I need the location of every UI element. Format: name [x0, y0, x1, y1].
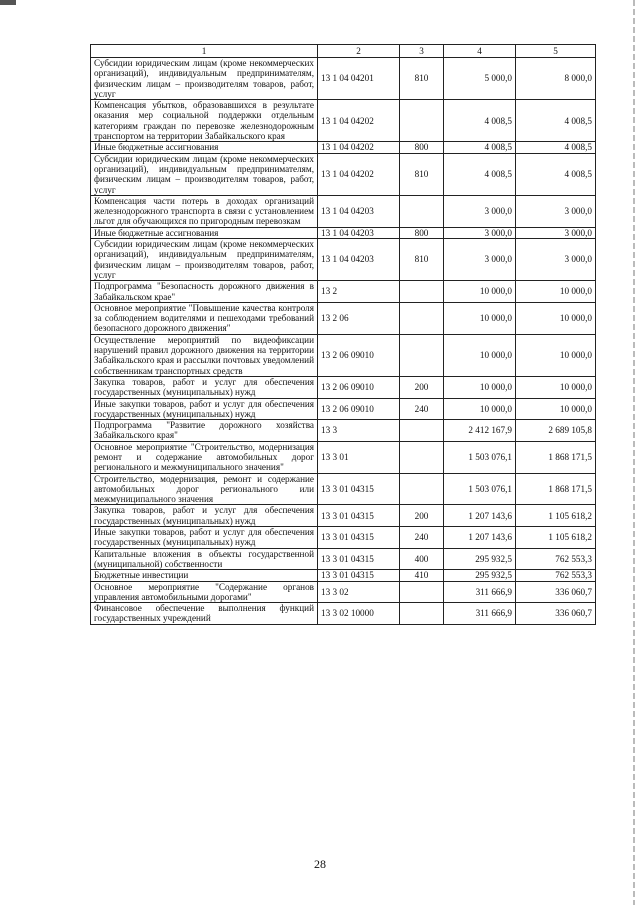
table-row	[91, 195, 596, 227]
row-expense-type	[400, 334, 444, 376]
row-code: 13 2	[318, 281, 400, 303]
row-expense-type: 240	[400, 398, 444, 420]
row-value-year2: 1 105 618,2	[516, 505, 596, 527]
row-value-year2: 3 000,0	[516, 239, 596, 281]
row-name: Иные бюджетные ассигнования	[91, 227, 318, 238]
row-expense-type	[400, 100, 444, 142]
row-name: Подпрограмма "Развитие дорожного хозяйства Забайкальского края"	[91, 420, 318, 442]
row-code: 13 1 04 04201	[318, 58, 400, 100]
row-value-year2: 1 868 171,5	[516, 473, 596, 505]
table-row	[91, 376, 596, 398]
budget-table	[90, 44, 596, 625]
row-value-year2: 336 060,7	[516, 581, 596, 603]
row-expense-type	[400, 195, 444, 227]
table-row	[91, 153, 596, 195]
row-value-year1: 4 008,5	[444, 153, 516, 195]
row-value-year2: 2 689 105,8	[516, 420, 596, 442]
row-expense-type: 410	[400, 570, 444, 581]
row-expense-type	[400, 302, 444, 334]
header-col-1: 1	[91, 45, 318, 58]
row-name: Основное мероприятие "Повышение качества контроля за соблюдением водителями и пешеходами требований безопасного дорожного движения"	[91, 302, 318, 334]
row-value-year2: 3 000,0	[516, 195, 596, 227]
row-value-year2: 762 553,3	[516, 570, 596, 581]
row-value-year2: 1 868 171,5	[516, 441, 596, 473]
row-expense-type	[400, 281, 444, 303]
header-col-4: 4	[444, 45, 516, 58]
row-value-year2: 762 553,3	[516, 548, 596, 570]
header-col-3: 3	[400, 45, 444, 58]
row-value-year2: 10 000,0	[516, 302, 596, 334]
row-code: 13 3 02	[318, 581, 400, 603]
table-row	[91, 100, 596, 142]
row-code: 13 3 01 04315	[318, 570, 400, 581]
row-expense-type: 810	[400, 58, 444, 100]
table-row	[91, 398, 596, 420]
row-value-year2: 10 000,0	[516, 376, 596, 398]
row-expense-type	[400, 603, 444, 625]
row-expense-type: 240	[400, 527, 444, 549]
row-code: 13 1 04 04203	[318, 239, 400, 281]
table-row	[91, 142, 596, 153]
row-expense-type: 200	[400, 505, 444, 527]
row-value-year2: 1 105 618,2	[516, 527, 596, 549]
row-name: Подпрограмма "Безопасность дорожного движения в Забайкальском крае"	[91, 281, 318, 303]
row-name: Капитальные вложения в объекты государственной (муниципальной) собственности	[91, 548, 318, 570]
row-value-year1: 2 412 167,9	[444, 420, 516, 442]
table-row	[91, 302, 596, 334]
row-name: Основное мероприятие "Строительство, модернизация ремонт и содержание автомобильных дорог регионального и межмуниципального значения"	[91, 441, 318, 473]
row-value-year2: 10 000,0	[516, 398, 596, 420]
row-name: Закупка товаров, работ и услуг для обеспечения государственных (муниципальных) нужд	[91, 505, 318, 527]
row-code: 13 3 01 04315	[318, 548, 400, 570]
table-row	[91, 58, 596, 100]
row-code: 13 3 01 04315	[318, 473, 400, 505]
row-value-year1: 1 503 076,1	[444, 473, 516, 505]
row-value-year1: 311 666,9	[444, 581, 516, 603]
row-code: 13 2 06	[318, 302, 400, 334]
row-value-year1: 10 000,0	[444, 302, 516, 334]
row-name: Субсидии юридическим лицам (кроме некоммерческих организаций), индивидуальным предпринимателям, физическим лицам – производителям товаров, работ, услуг	[91, 239, 318, 281]
table-row	[91, 420, 596, 442]
row-value-year2: 10 000,0	[516, 281, 596, 303]
table-row	[91, 239, 596, 281]
scan-edge-mark	[0, 0, 16, 5]
table-row	[91, 570, 596, 581]
row-code: 13 2 06 09010	[318, 376, 400, 398]
table-row	[91, 603, 596, 625]
row-name: Осуществление мероприятий по видеофиксации нарушений правил дорожного движения на территории Забайкальского края и рассылки почтовых уведомлений собственникам транспортных средств	[91, 334, 318, 376]
row-code: 13 1 04 04203	[318, 195, 400, 227]
scan-right-edge	[633, 0, 635, 905]
row-expense-type: 810	[400, 239, 444, 281]
row-name: Иные закупки товаров, работ и услуг для обеспечения государственных (муниципальных) нужд	[91, 527, 318, 549]
row-code: 13 1 04 04203	[318, 227, 400, 238]
row-value-year1: 3 000,0	[444, 195, 516, 227]
row-value-year1: 295 932,5	[444, 548, 516, 570]
row-code: 13 1 04 04202	[318, 153, 400, 195]
table-header-row	[91, 45, 596, 58]
row-value-year2: 8 000,0	[516, 58, 596, 100]
table-row	[91, 334, 596, 376]
row-name: Бюджетные инвестиции	[91, 570, 318, 581]
table-row	[91, 281, 596, 303]
row-value-year2: 10 000,0	[516, 334, 596, 376]
row-value-year2: 4 008,5	[516, 153, 596, 195]
row-value-year1: 1 207 143,6	[444, 505, 516, 527]
row-value-year2: 336 060,7	[516, 603, 596, 625]
table-row	[91, 473, 596, 505]
table-row	[91, 441, 596, 473]
row-code: 13 3 02 10000	[318, 603, 400, 625]
row-code: 13 1 04 04202	[318, 142, 400, 153]
row-expense-type: 800	[400, 227, 444, 238]
row-expense-type	[400, 473, 444, 505]
row-value-year2: 4 008,5	[516, 142, 596, 153]
row-name: Иные бюджетные ассигнования	[91, 142, 318, 153]
row-expense-type: 810	[400, 153, 444, 195]
row-expense-type	[400, 420, 444, 442]
row-value-year1: 4 008,5	[444, 142, 516, 153]
row-value-year1: 10 000,0	[444, 281, 516, 303]
row-expense-type	[400, 581, 444, 603]
row-value-year1: 3 000,0	[444, 239, 516, 281]
row-value-year1: 4 008,5	[444, 100, 516, 142]
table-row	[91, 227, 596, 238]
row-code: 13 2 06 09010	[318, 398, 400, 420]
row-code: 13 1 04 04202	[318, 100, 400, 142]
row-name: Иные закупки товаров, работ и услуг для обеспечения государственных (муниципальных) нужд	[91, 398, 318, 420]
row-code: 13 3 01	[318, 441, 400, 473]
header-col-2: 2	[318, 45, 400, 58]
row-expense-type: 400	[400, 548, 444, 570]
row-value-year1: 1 207 143,6	[444, 527, 516, 549]
table-row	[91, 548, 596, 570]
row-code: 13 3 01 04315	[318, 505, 400, 527]
row-name: Субсидии юридическим лицам (кроме некоммерческих организаций), индивидуальным предпринимателям, физическим лицам – производителям товаров, работ, услуг	[91, 153, 318, 195]
table-row	[91, 527, 596, 549]
row-value-year1: 5 000,0	[444, 58, 516, 100]
page-number: 28	[314, 857, 326, 871]
row-name: Субсидии юридическим лицам (кроме некоммерческих организаций), индивидуальным предпринимателям, физическим лицам – производителям товаров, работ, услуг	[91, 58, 318, 100]
row-value-year1: 311 666,9	[444, 603, 516, 625]
row-expense-type	[400, 441, 444, 473]
row-value-year1: 10 000,0	[444, 376, 516, 398]
row-name: Закупка товаров, работ и услуг для обеспечения государственных (муниципальных) нужд	[91, 376, 318, 398]
row-value-year1: 295 932,5	[444, 570, 516, 581]
row-value-year2: 3 000,0	[516, 227, 596, 238]
row-name: Компенсация части потерь в доходах организаций железнодорожного транспорта в связи с установлением льгот для обучающихся по пригородным перевозкам	[91, 195, 318, 227]
row-name: Компенсация убытков, образовавшихся в результате оказания мер социальной поддержки отдельным категориям граждан по перевозке железнодорожным транспортом на территории Забайкальского края	[91, 100, 318, 142]
row-name: Строительство, модернизация, ремонт и содержание автомобильных дорог регионального или межмуниципального значения	[91, 473, 318, 505]
header-col-5: 5	[516, 45, 596, 58]
row-value-year2: 4 008,5	[516, 100, 596, 142]
table-row	[91, 581, 596, 603]
row-name: Основное мероприятие "Содержание органов управления автомобильными дорогами"	[91, 581, 318, 603]
row-value-year1: 10 000,0	[444, 398, 516, 420]
row-value-year1: 3 000,0	[444, 227, 516, 238]
row-value-year1: 10 000,0	[444, 334, 516, 376]
budget-table-body	[91, 45, 596, 625]
row-expense-type: 200	[400, 376, 444, 398]
row-name: Финансовое обеспечение выполнения функций государственных учреждений	[91, 603, 318, 625]
table-row	[91, 505, 596, 527]
row-value-year1: 1 503 076,1	[444, 441, 516, 473]
row-code: 13 3 01 04315	[318, 527, 400, 549]
row-expense-type: 800	[400, 142, 444, 153]
row-code: 13 2 06 09010	[318, 334, 400, 376]
row-code: 13 3	[318, 420, 400, 442]
